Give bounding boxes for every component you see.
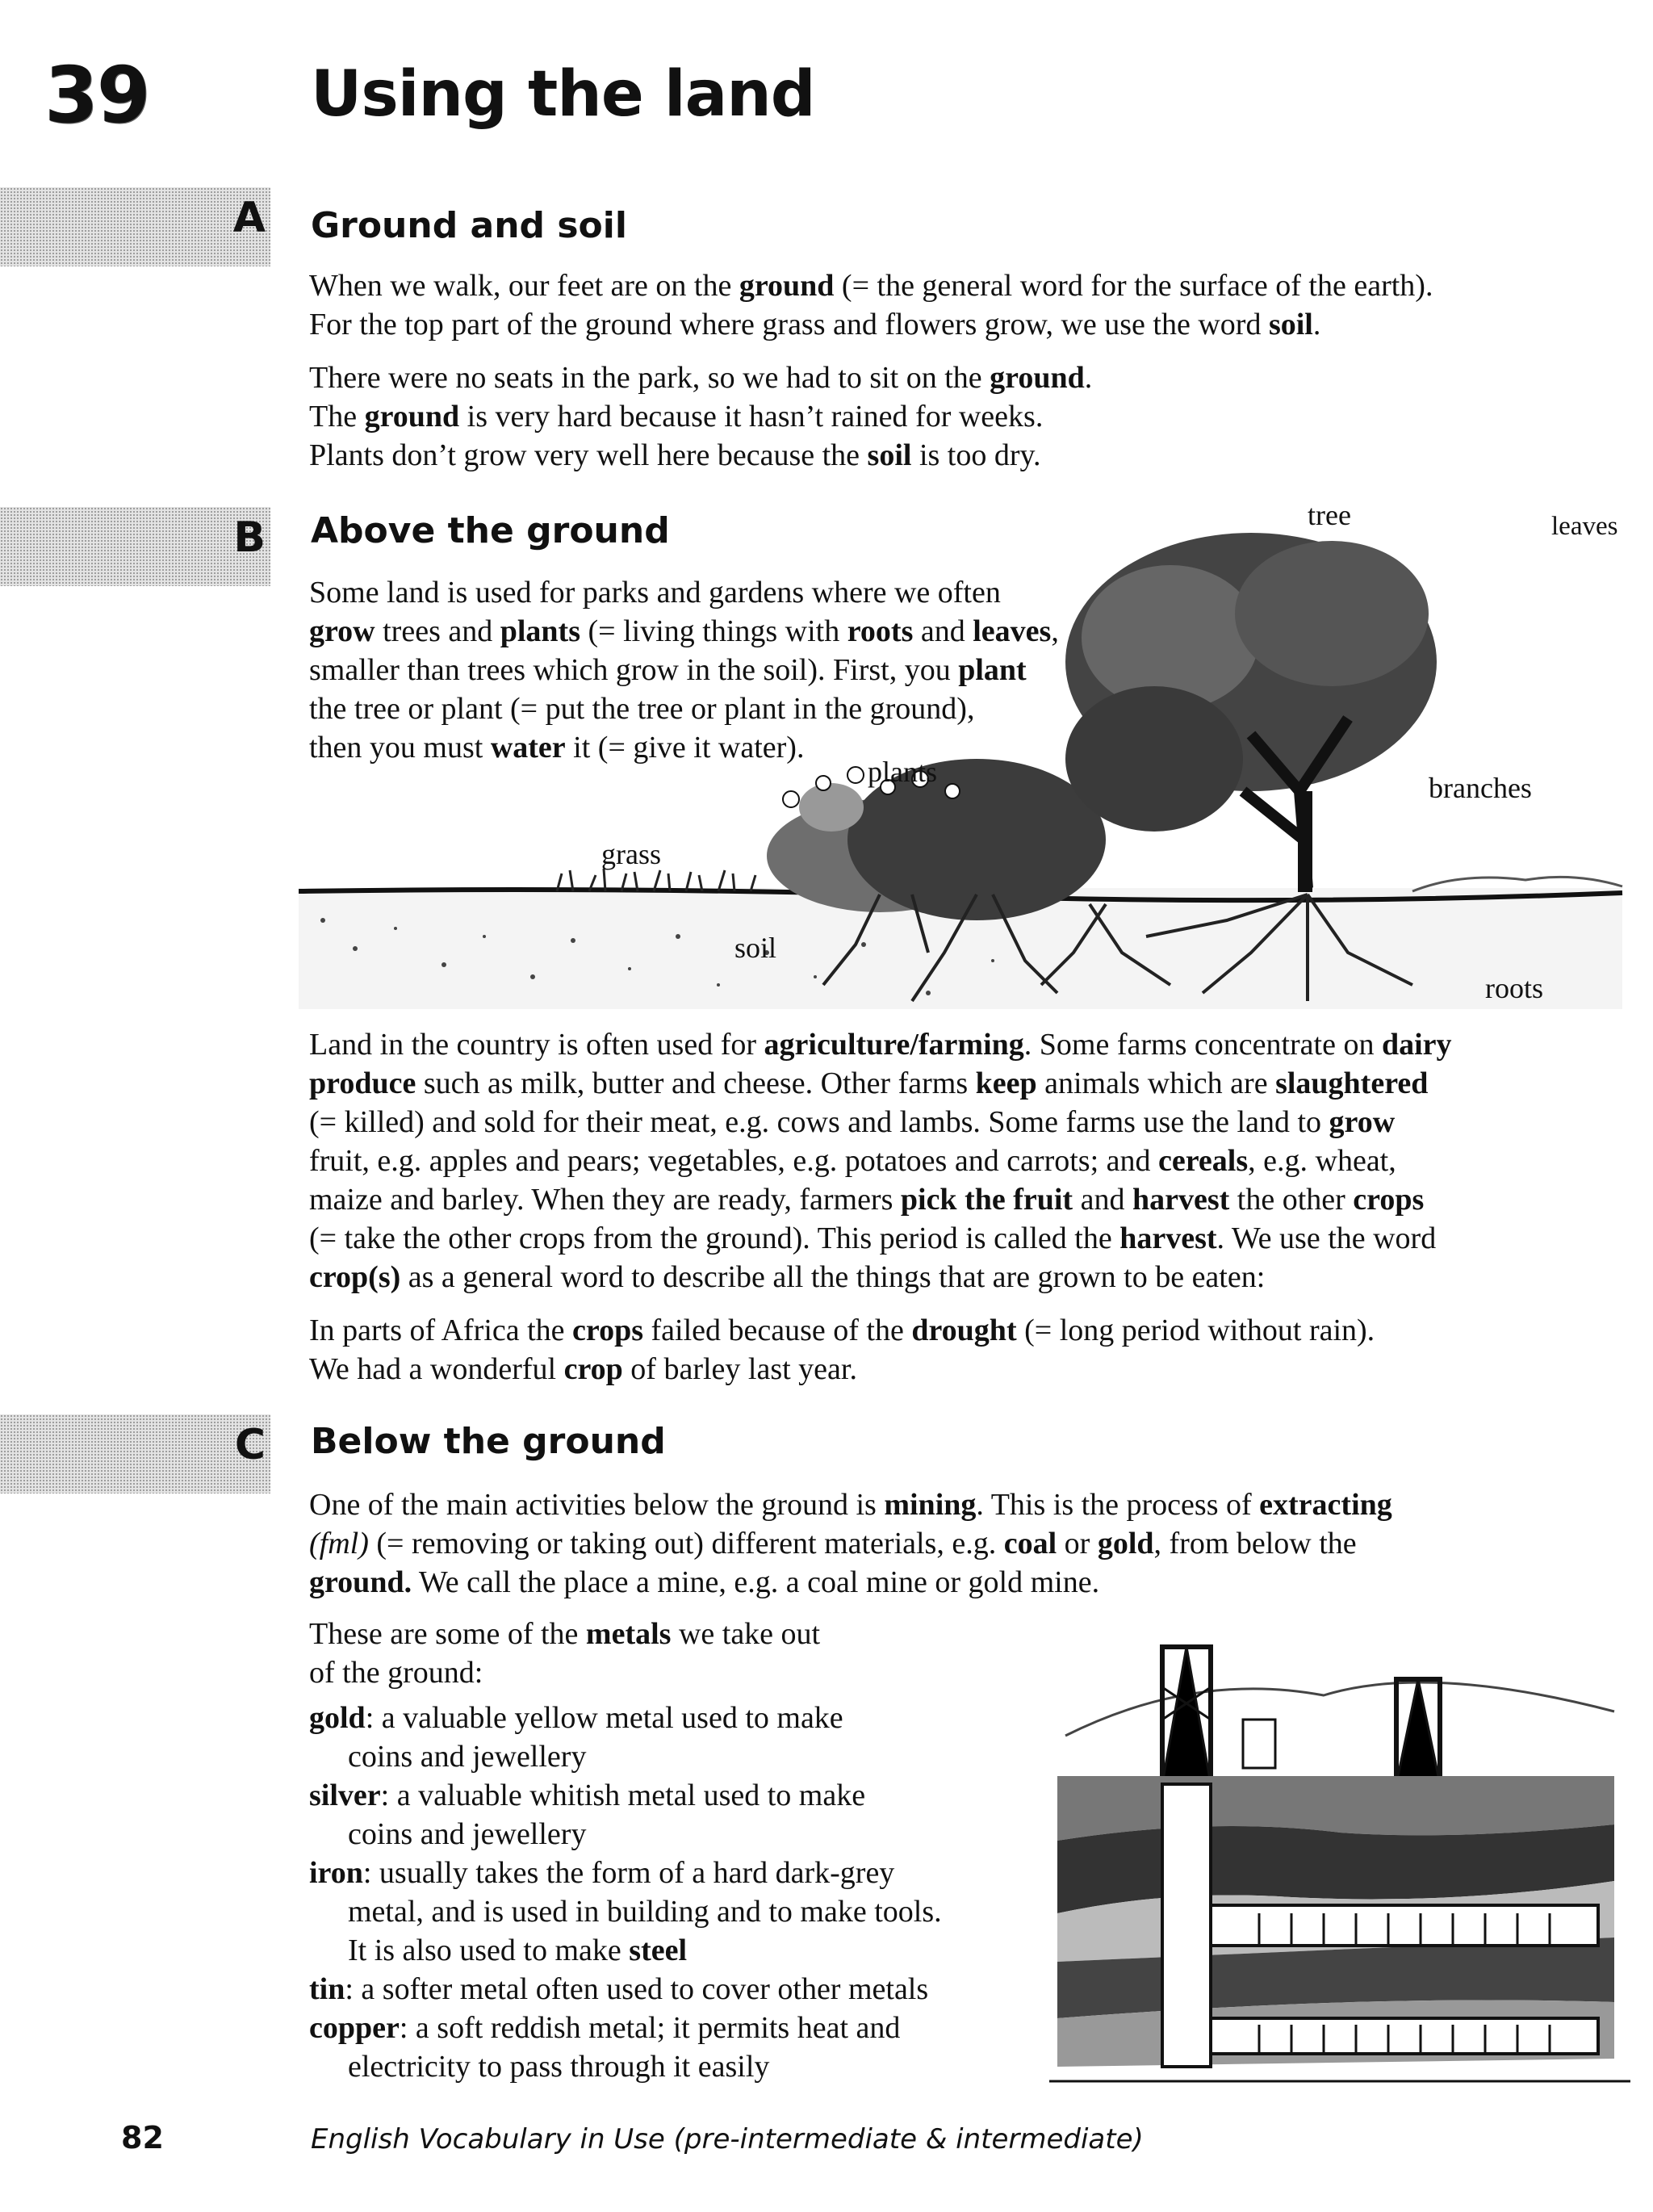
- text-run: then you must: [309, 731, 491, 765]
- text-run: fruit, e.g. apples and pears; vegetables, e.g. potatoes and carrots; and: [309, 1144, 1159, 1178]
- section-c-tab: [0, 1414, 270, 1494]
- section-c-letter: C: [234, 1421, 266, 1469]
- key-term: grow: [1329, 1105, 1396, 1139]
- text-line: [309, 1311, 1375, 1350]
- label-soil: soil: [734, 932, 777, 964]
- text-line: [309, 397, 1092, 436]
- label-leaves: leaves: [1551, 512, 1618, 541]
- text-line: [309, 1776, 942, 1815]
- text-run: animals which are: [1036, 1066, 1276, 1100]
- key-term: gold: [309, 1701, 366, 1735]
- text-line: [309, 1970, 942, 2009]
- key-term: harvest: [1132, 1183, 1230, 1217]
- section-c-intro: [309, 1485, 1392, 1602]
- section-a-heading: Ground and soil: [311, 205, 627, 246]
- section-b-letter: B: [233, 513, 266, 562]
- section-b-heading: Above the ground: [311, 510, 670, 551]
- key-term: gold: [1097, 1527, 1154, 1561]
- key-term: dairy: [1381, 1028, 1452, 1062]
- key-term: crops: [1353, 1183, 1425, 1217]
- key-term: grow: [309, 614, 375, 648]
- mine-headframes: [1162, 1647, 1440, 1784]
- text-run: When we walk, our feet are on the: [309, 269, 739, 303]
- text-line: [309, 1815, 942, 1854]
- text-run: (= living things with: [580, 614, 847, 648]
- text-run: (= take the other crops from the ground). This period is called the: [309, 1221, 1120, 1255]
- section-a-examples: [309, 358, 1092, 475]
- key-term: ground: [990, 361, 1085, 395]
- key-term: coal: [1003, 1527, 1057, 1561]
- text-run: : a softer metal often used to cover other metals: [345, 1972, 929, 2006]
- metals-list: [309, 1699, 942, 2086]
- text-run: We call the place a mine, e.g. a coal mine or gold mine.: [412, 1565, 1100, 1599]
- text-run: Land in the country is often used for: [309, 1028, 764, 1062]
- text-run: and: [913, 614, 973, 648]
- text-run: In parts of Africa the: [309, 1313, 573, 1347]
- key-term: steel: [629, 1933, 688, 1967]
- key-term: agriculture/farming: [764, 1028, 1024, 1062]
- text-line: [309, 266, 1433, 305]
- text-line: [309, 1485, 1392, 1524]
- text-run: metal, and is used in building and to make tools.: [348, 1895, 942, 1929]
- unit-title: Using the land: [311, 58, 815, 131]
- text-run: coins and jewellery: [348, 1817, 587, 1851]
- text-line: [309, 1524, 1392, 1563]
- text-run: and: [1073, 1183, 1132, 1217]
- text-run: it (= give it water).: [565, 731, 805, 765]
- text-run: we take out: [671, 1617, 821, 1651]
- section-c-heading: Below the ground: [311, 1421, 666, 1462]
- text-line: [309, 1931, 942, 1970]
- text-run: failed because of the: [643, 1313, 912, 1347]
- text-run: We had a wonderful: [309, 1352, 564, 1386]
- text-run: maize and barley. When they are ready, farmers: [309, 1183, 901, 1217]
- text-run: (= removing or taking out) different materials, e.g.: [368, 1527, 1004, 1561]
- text-run: It is also used to make: [348, 1933, 630, 1967]
- key-term: slaughtered: [1275, 1066, 1429, 1100]
- text-run: Some land is used for parks and gardens where we often: [309, 576, 1001, 610]
- mine-illustration: [1049, 1639, 1630, 2091]
- text-run: trees and: [375, 614, 500, 648]
- key-term: iron: [309, 1856, 363, 1890]
- text-line: [309, 1563, 1392, 1602]
- key-term: copper: [309, 2011, 400, 2045]
- text-run: , e.g. wheat,: [1248, 1144, 1396, 1178]
- text-line: [309, 1892, 942, 1931]
- key-term: plants: [500, 614, 581, 648]
- text-run: : usually takes the form of a hard dark-grey: [362, 1856, 895, 1890]
- text-run: .: [1084, 361, 1093, 395]
- text-run: electricity to pass through it easily: [348, 2050, 770, 2084]
- key-term: ground: [739, 269, 835, 303]
- text-run: . Some farms concentrate on: [1023, 1028, 1382, 1062]
- key-term: pick the fruit: [900, 1183, 1073, 1217]
- key-term: soil: [867, 438, 912, 472]
- text-run: The: [309, 400, 365, 434]
- text-line: [309, 358, 1092, 397]
- key-term: keep: [975, 1066, 1037, 1100]
- text-line: [309, 1025, 1452, 1064]
- text-run: is very hard because it hasn’t rained for weeks.: [459, 400, 1044, 434]
- text-line: [309, 436, 1092, 475]
- label-roots: roots: [1485, 972, 1543, 1004]
- text-run: is too dry.: [911, 438, 1041, 472]
- key-term: extracting: [1259, 1488, 1392, 1522]
- metals-intro: [309, 1615, 820, 1692]
- text-run: of barley last year.: [622, 1352, 857, 1386]
- key-term: soil: [1268, 308, 1313, 341]
- key-term: harvest: [1119, 1221, 1217, 1255]
- tree: [1065, 533, 1437, 892]
- key-term: leaves: [973, 614, 1052, 648]
- text-run: : a soft reddish metal; it permits heat and: [399, 2011, 901, 2045]
- text-run: . We use the word: [1216, 1221, 1437, 1255]
- key-term: silver: [309, 1778, 381, 1812]
- text-line: [309, 1350, 1375, 1389]
- text-line: [309, 1653, 820, 1692]
- text-run: as a general word to describe all the things that are grown to be eaten:: [400, 1260, 1266, 1294]
- text-line: [309, 1737, 942, 1776]
- section-b-tab: [0, 507, 270, 586]
- text-line: [309, 305, 1433, 344]
- key-term: produce: [309, 1066, 416, 1100]
- text-line: [309, 1064, 1452, 1103]
- page-number: 82: [121, 2120, 164, 2155]
- section-a-intro: [309, 266, 1433, 344]
- text-line: [309, 1699, 942, 1737]
- key-term: tin: [309, 1972, 345, 2006]
- section-a-tab: [0, 187, 270, 266]
- label-grass: grass: [601, 838, 661, 870]
- text-line: [309, 2047, 942, 2086]
- key-term: cereals: [1158, 1144, 1249, 1178]
- text-run: coins and jewellery: [348, 1740, 587, 1774]
- key-term: roots: [847, 614, 914, 648]
- text-line: [309, 1258, 1452, 1297]
- text-run: , from below the: [1153, 1527, 1357, 1561]
- label-branches: branches: [1429, 772, 1532, 804]
- key-term: ground.: [309, 1565, 412, 1599]
- text-run: such as milk, butter and cheese. Other farms: [416, 1066, 976, 1100]
- key-term: mining: [884, 1488, 977, 1522]
- key-term: plant: [958, 653, 1027, 687]
- section-a-letter: A: [232, 194, 266, 242]
- text-run: One of the main activities below the ground is: [309, 1488, 885, 1522]
- book-title: English Vocabulary in Use (pre-intermediate & intermediate): [311, 2123, 1144, 2155]
- text-run: These are some of the: [309, 1617, 586, 1651]
- text-run: smaller than trees which grow in the soil). First, you: [309, 653, 959, 687]
- text-line: [309, 1854, 942, 1892]
- text-line: [309, 1142, 1452, 1180]
- text-run: ,: [1051, 614, 1059, 648]
- text-run: (fml): [309, 1527, 369, 1561]
- key-term: crop: [563, 1352, 623, 1386]
- garden-illustration: [299, 501, 1630, 1017]
- text-run: . This is the process of: [976, 1488, 1260, 1522]
- text-run: : a valuable yellow metal used to make: [365, 1701, 843, 1735]
- text-run: Plants don’t grow very well here because the: [309, 438, 868, 472]
- text-run: : a valuable whitish metal used to make: [380, 1778, 866, 1812]
- mountain-outline: [1065, 1682, 1614, 1736]
- text-run: or: [1057, 1527, 1098, 1561]
- text-line: [309, 1615, 820, 1653]
- label-tree: tree: [1308, 501, 1351, 531]
- text-run: .: [1312, 308, 1321, 341]
- text-run: of the ground:: [309, 1656, 483, 1690]
- section-b-farming-examples: [309, 1311, 1375, 1389]
- unit-number: 39: [44, 50, 149, 140]
- text-run: (= killed) and sold for their meat, e.g. cows and lambs. Some farms use the land to: [309, 1105, 1329, 1139]
- key-term: crop(s): [309, 1260, 401, 1294]
- label-plants: plants: [868, 756, 937, 788]
- text-line: [309, 2009, 942, 2047]
- key-term: ground: [364, 400, 460, 434]
- section-b-farming: [309, 1025, 1452, 1297]
- text-line: [309, 1219, 1452, 1258]
- text-run: the tree or plant (= put the tree or plant in the ground),: [309, 692, 975, 726]
- text-line: [309, 1180, 1452, 1219]
- key-term: water: [490, 731, 566, 765]
- text-run: the other: [1229, 1183, 1354, 1217]
- text-run: (= the general word for the surface of the earth).: [834, 269, 1433, 303]
- text-run: (= long period without rain).: [1016, 1313, 1375, 1347]
- text-line: [309, 1103, 1452, 1142]
- text-run: For the top part of the ground where grass and flowers grow, we use the word: [309, 308, 1269, 341]
- key-term: crops: [572, 1313, 644, 1347]
- key-term: metals: [585, 1617, 672, 1651]
- text-run: There were no seats in the park, so we had to sit on the: [309, 361, 990, 395]
- key-term: drought: [911, 1313, 1017, 1347]
